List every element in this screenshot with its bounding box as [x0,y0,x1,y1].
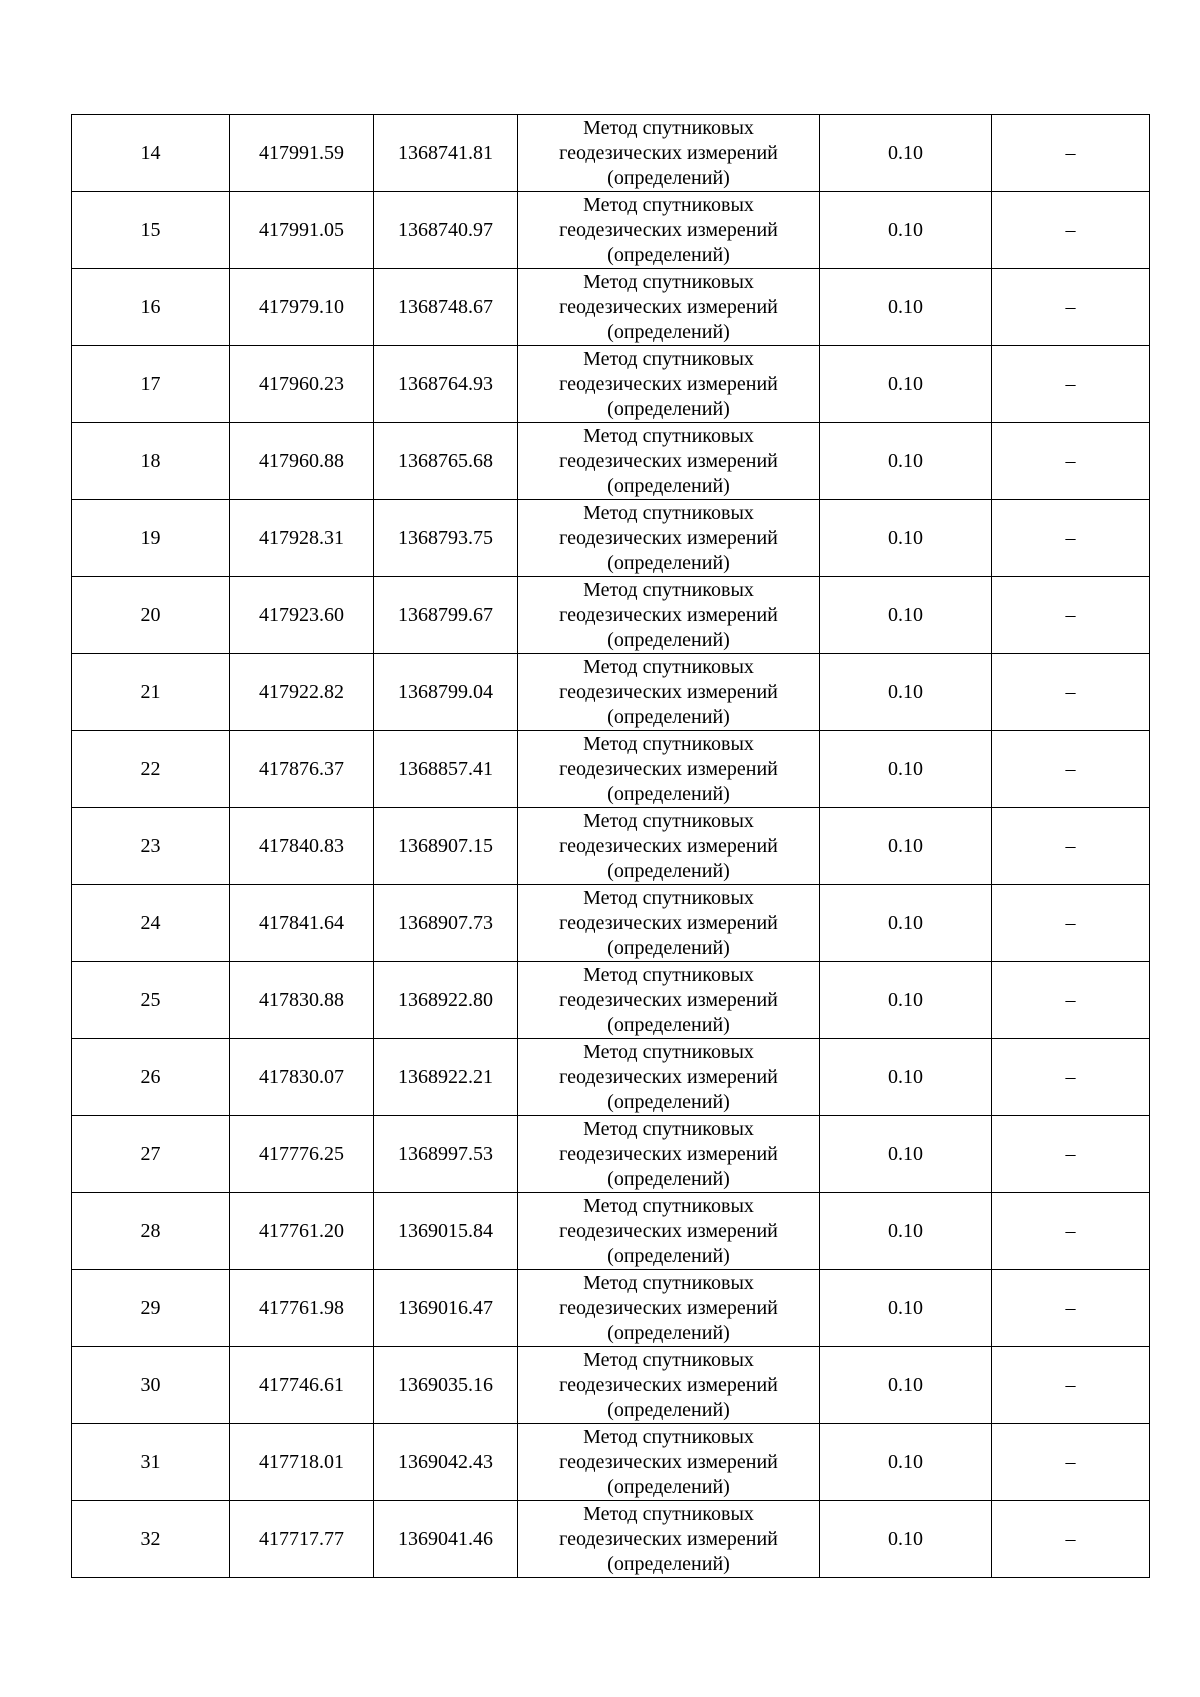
y-coordinate-cell: 1368799.04 [374,654,518,731]
accuracy-cell: 0.10 [820,500,992,577]
method-cell [518,192,820,269]
accuracy-cell: 0.10 [820,1501,992,1578]
method-line: (определений) [607,551,730,574]
note-cell: – [992,423,1150,500]
method-line: Метод спутниковых [583,655,754,678]
method-cell [518,423,820,500]
coordinates-table-body [72,115,1150,1578]
accuracy-cell: 0.10 [820,115,992,192]
method-line: (определений) [607,1475,730,1498]
y-coordinate-cell: 1368740.97 [374,192,518,269]
point-number-cell: 18 [72,423,230,500]
note-cell: – [992,731,1150,808]
method-cell [518,115,820,192]
x-coordinate-cell: 417928.31 [230,500,374,577]
x-coordinate-cell: 417776.25 [230,1116,374,1193]
method-line: геодезических измерений [559,680,778,703]
accuracy-cell: 0.10 [820,962,992,1039]
method-line: Метод спутниковых [583,501,754,524]
coordinates-table [71,114,1150,1578]
y-coordinate-cell: 1368748.67 [374,269,518,346]
method-line: геодезических измерений [559,911,778,934]
point-number-cell: 20 [72,577,230,654]
x-coordinate-cell: 417991.05 [230,192,374,269]
note-cell: – [992,115,1150,192]
accuracy-cell: 0.10 [820,1347,992,1424]
method-line: Метод спутниковых [583,1271,754,1294]
accuracy-cell: 0.10 [820,269,992,346]
x-coordinate-cell: 417876.37 [230,731,374,808]
method-line: Метод спутниковых [583,1117,754,1140]
method-line: Метод спутниковых [583,1194,754,1217]
note-cell: – [992,1270,1150,1347]
method-cell [518,1116,820,1193]
note-cell: – [992,654,1150,731]
note-cell: – [992,192,1150,269]
method-line: геодезических измерений [559,834,778,857]
y-coordinate-cell: 1368907.15 [374,808,518,885]
point-number-cell: 16 [72,269,230,346]
method-line: Метод спутниковых [583,1502,754,1525]
method-line: геодезических измерений [559,449,778,472]
table-row [72,1270,1150,1347]
table-row [72,654,1150,731]
method-line: Метод спутниковых [583,886,754,909]
method-line: геодезических измерений [559,1142,778,1165]
point-number-cell: 22 [72,731,230,808]
y-coordinate-cell: 1369042.43 [374,1424,518,1501]
method-cell [518,269,820,346]
accuracy-cell: 0.10 [820,423,992,500]
point-number-cell: 30 [72,1347,230,1424]
method-cell [518,500,820,577]
accuracy-cell: 0.10 [820,1193,992,1270]
point-number-cell: 17 [72,346,230,423]
point-number-cell: 21 [72,654,230,731]
method-line: (определений) [607,166,730,189]
method-line: (определений) [607,936,730,959]
x-coordinate-cell: 417718.01 [230,1424,374,1501]
accuracy-cell: 0.10 [820,192,992,269]
method-cell [518,1347,820,1424]
point-number-cell: 24 [72,885,230,962]
point-number-cell: 25 [72,962,230,1039]
method-cell [518,731,820,808]
x-coordinate-cell: 417717.77 [230,1501,374,1578]
note-cell: – [992,1116,1150,1193]
accuracy-cell: 0.10 [820,1424,992,1501]
y-coordinate-cell: 1368741.81 [374,115,518,192]
method-line: (определений) [607,782,730,805]
point-number-cell: 29 [72,1270,230,1347]
method-line: Метод спутниковых [583,732,754,755]
method-line: Метод спутниковых [583,578,754,601]
table-row [72,808,1150,885]
method-line: (определений) [607,1013,730,1036]
note-cell: – [992,962,1150,1039]
y-coordinate-cell: 1369041.46 [374,1501,518,1578]
y-coordinate-cell: 1369016.47 [374,1270,518,1347]
method-line: геодезических измерений [559,1373,778,1396]
method-line: Метод спутниковых [583,347,754,370]
accuracy-cell: 0.10 [820,808,992,885]
method-line: (определений) [607,1321,730,1344]
method-line: геодезических измерений [559,988,778,1011]
x-coordinate-cell: 417979.10 [230,269,374,346]
table-row [72,423,1150,500]
method-line: геодезических измерений [559,757,778,780]
method-line: геодезических измерений [559,1065,778,1088]
table-row [72,1039,1150,1116]
method-cell [518,346,820,423]
y-coordinate-cell: 1368997.53 [374,1116,518,1193]
accuracy-cell: 0.10 [820,1116,992,1193]
method-cell [518,1424,820,1501]
x-coordinate-cell: 417830.07 [230,1039,374,1116]
method-line: (определений) [607,474,730,497]
method-line: геодезических измерений [559,526,778,549]
point-number-cell: 27 [72,1116,230,1193]
point-number-cell: 26 [72,1039,230,1116]
y-coordinate-cell: 1368907.73 [374,885,518,962]
point-number-cell: 14 [72,115,230,192]
y-coordinate-cell: 1368922.80 [374,962,518,1039]
table-row [72,192,1150,269]
method-line: Метод спутниковых [583,424,754,447]
method-line: (определений) [607,397,730,420]
note-cell: – [992,1193,1150,1270]
table-row [72,962,1150,1039]
method-line: геодезических измерений [559,372,778,395]
method-line: Метод спутниковых [583,116,754,139]
method-line: (определений) [607,1398,730,1421]
y-coordinate-cell: 1368799.67 [374,577,518,654]
method-line: (определений) [607,1090,730,1113]
method-cell [518,1270,820,1347]
method-line: (определений) [607,628,730,651]
note-cell: – [992,1347,1150,1424]
note-cell: – [992,500,1150,577]
note-cell: – [992,346,1150,423]
method-cell [518,962,820,1039]
note-cell: – [992,269,1150,346]
x-coordinate-cell: 417991.59 [230,115,374,192]
note-cell: – [992,1501,1150,1578]
method-line: Метод спутниковых [583,1425,754,1448]
method-line: геодезических измерений [559,603,778,626]
point-number-cell: 15 [72,192,230,269]
table-row [72,1424,1150,1501]
table-row [72,115,1150,192]
method-line: (определений) [607,320,730,343]
point-number-cell: 31 [72,1424,230,1501]
x-coordinate-cell: 417761.20 [230,1193,374,1270]
method-line: (определений) [607,243,730,266]
x-coordinate-cell: 417923.60 [230,577,374,654]
method-line: (определений) [607,1167,730,1190]
method-line: геодезических измерений [559,1450,778,1473]
note-cell: – [992,1424,1150,1501]
method-line: геодезических измерений [559,1527,778,1550]
point-number-cell: 19 [72,500,230,577]
method-line: (определений) [607,1552,730,1575]
table-row [72,1501,1150,1578]
method-cell [518,577,820,654]
method-cell [518,885,820,962]
method-cell [518,808,820,885]
accuracy-cell: 0.10 [820,731,992,808]
point-number-cell: 23 [72,808,230,885]
x-coordinate-cell: 417761.98 [230,1270,374,1347]
x-coordinate-cell: 417746.61 [230,1347,374,1424]
table-row [72,885,1150,962]
method-line: (определений) [607,859,730,882]
x-coordinate-cell: 417960.88 [230,423,374,500]
accuracy-cell: 0.10 [820,885,992,962]
y-coordinate-cell: 1369015.84 [374,1193,518,1270]
method-line: геодезических измерений [559,218,778,241]
method-cell [518,654,820,731]
accuracy-cell: 0.10 [820,654,992,731]
y-coordinate-cell: 1369035.16 [374,1347,518,1424]
method-line: Метод спутниковых [583,963,754,986]
accuracy-cell: 0.10 [820,346,992,423]
x-coordinate-cell: 417960.23 [230,346,374,423]
note-cell: – [992,577,1150,654]
method-line: геодезических измерений [559,295,778,318]
x-coordinate-cell: 417840.83 [230,808,374,885]
method-line: Метод спутниковых [583,193,754,216]
y-coordinate-cell: 1368857.41 [374,731,518,808]
method-line: Метод спутниковых [583,1348,754,1371]
accuracy-cell: 0.10 [820,1270,992,1347]
method-line: Метод спутниковых [583,1040,754,1063]
note-cell: – [992,808,1150,885]
y-coordinate-cell: 1368793.75 [374,500,518,577]
x-coordinate-cell: 417830.88 [230,962,374,1039]
table-row [72,1347,1150,1424]
method-line: геодезических измерений [559,1219,778,1242]
table-row [72,731,1150,808]
method-cell [518,1039,820,1116]
y-coordinate-cell: 1368922.21 [374,1039,518,1116]
y-coordinate-cell: 1368764.93 [374,346,518,423]
method-line: геодезических измерений [559,1296,778,1319]
method-cell [518,1193,820,1270]
table-row [72,500,1150,577]
x-coordinate-cell: 417922.82 [230,654,374,731]
method-cell [518,1501,820,1578]
method-line: Метод спутниковых [583,809,754,832]
x-coordinate-cell: 417841.64 [230,885,374,962]
table-row [72,269,1150,346]
table-row [72,577,1150,654]
point-number-cell: 28 [72,1193,230,1270]
method-line: (определений) [607,705,730,728]
method-line: Метод спутниковых [583,270,754,293]
note-cell: – [992,1039,1150,1116]
method-line: геодезических измерений [559,141,778,164]
accuracy-cell: 0.10 [820,1039,992,1116]
accuracy-cell: 0.10 [820,577,992,654]
point-number-cell: 32 [72,1501,230,1578]
method-line: (определений) [607,1244,730,1267]
table-row [72,346,1150,423]
note-cell: – [992,885,1150,962]
y-coordinate-cell: 1368765.68 [374,423,518,500]
table-row [72,1193,1150,1270]
table-row [72,1116,1150,1193]
